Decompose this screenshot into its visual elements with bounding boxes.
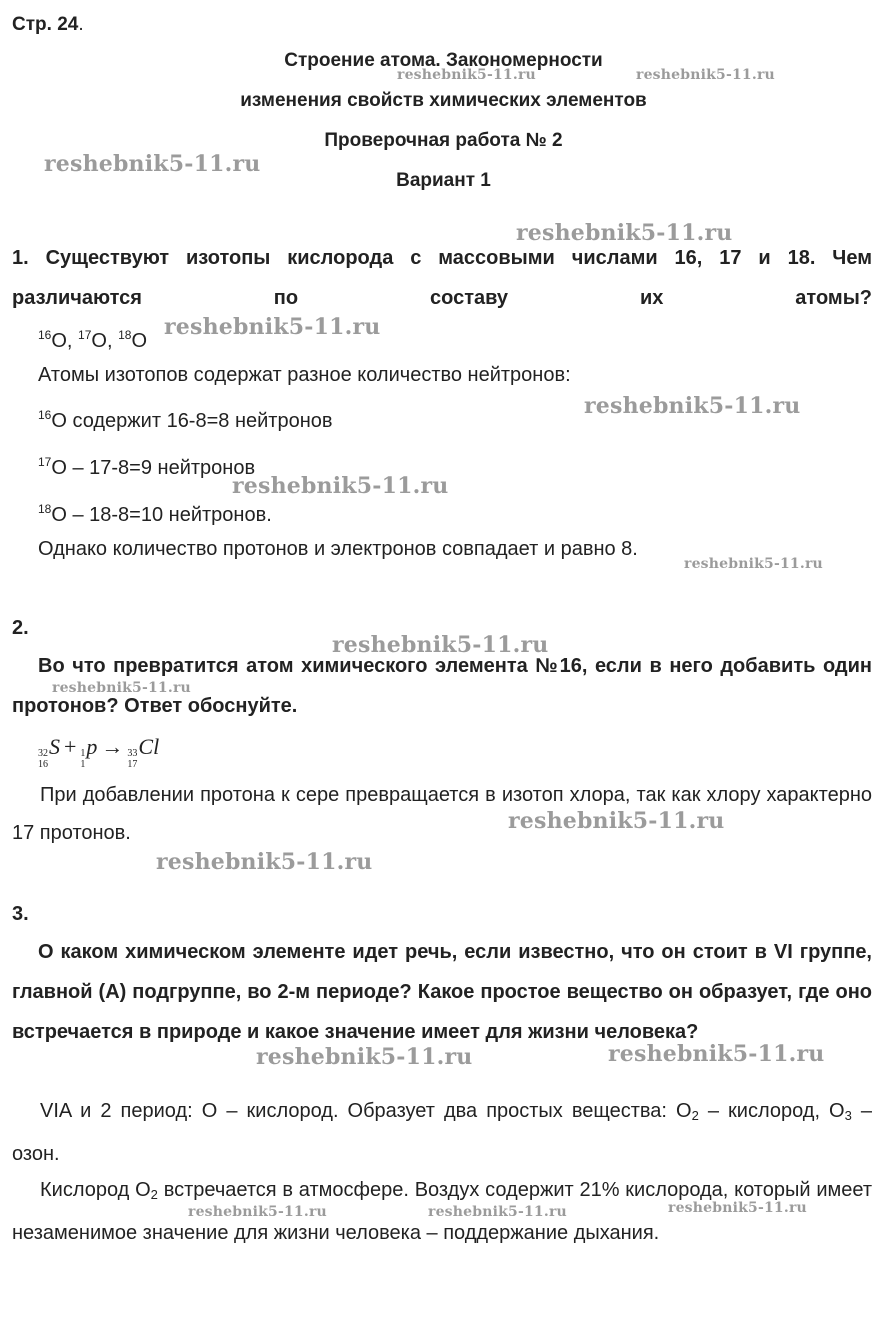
- watermark: reshebnik5-11.ru: [428, 1204, 567, 1220]
- variant-title: Вариант 1: [396, 170, 491, 191]
- watermark: reshebnik5-11.ru: [636, 67, 775, 83]
- answer-1-conclusion: Однако количество протонов и электронов совпадает и равно 8.: [38, 538, 638, 560]
- watermark: reshebnik5-11.ru: [684, 556, 823, 572]
- answer-2-text: При добавлении протона к сере превращается в изотоп хлора, так как хлору характерно 17 протонов.: [12, 784, 872, 844]
- title-line-1: Строение атома. Закономерности: [284, 50, 603, 71]
- answer-1-line-2: $^{17}$O – 17-8=9 нейтронов: [38, 455, 256, 479]
- question-2-text: Во что превратится атом химического элемента №16, если в него добавить один протонов? Ответ обоснуйте.: [12, 655, 872, 717]
- watermark: reshebnik5-11.ru: [188, 1204, 327, 1220]
- question-1-text: 1. Существуют изотопы кислорода с массовыми числами 16, 17 и 18. Чем различаются по составу их атомы?: [12, 247, 872, 309]
- watermark: reshebnik5-11.ru: [52, 680, 191, 696]
- isotopes-list: $^{16}$O, $^{17}$O, $^{18}$O: [38, 328, 148, 352]
- answer-1-line-1: $^{16}$O содержит 16-8=8 нейтронов: [38, 408, 333, 432]
- nuclear-equation: 32 16 S + 1 1 p → 33 17 Cl: [38, 734, 160, 770]
- watermark: reshebnik5-11.ru: [256, 1044, 473, 1070]
- watermark: reshebnik5-11.ru: [232, 473, 449, 499]
- watermark: reshebnik5-11.ru: [397, 67, 536, 83]
- question-3-number: 3.: [12, 903, 29, 925]
- answer-1-intro: Атомы изотопов содержат разное количество нейтронов:: [38, 364, 571, 386]
- watermark: reshebnik5-11.ru: [508, 808, 725, 834]
- watermark: reshebnik5-11.ru: [608, 1041, 825, 1067]
- watermark: reshebnik5-11.ru: [156, 849, 373, 875]
- answer-3-paragraph-1: VIA и 2 период: O – кислород. Образует два простых вещества: $O_2$ – кислород, $O_3$ – озон.: [12, 1100, 873, 1165]
- question-3-text: О каком химическом элементе идет речь, если известно, что он стоит в VI группе, главной (А) подгруппе, во 2-м периоде? Какое простое вещество он образует, где оно встречается в природе и какое значение имеет для жизни человека?: [12, 941, 872, 1043]
- work-title: Проверочная работа № 2: [324, 130, 563, 151]
- watermark: reshebnik5-11.ru: [584, 393, 801, 419]
- page-reference: Стр. 24.: [12, 14, 84, 35]
- question-2-number: 2.: [12, 617, 29, 639]
- answer-3-paragraph-2: Кислород $O_2$ встречается в атмосфере. Воздух содержит 21% кислорода, который имеет незаменимое значение для жизни человека – поддержание дыхания.: [12, 1179, 872, 1244]
- watermark: reshebnik5-11.ru: [44, 151, 261, 177]
- answer-1-line-3: $^{18}$O – 18-8=10 нейтронов.: [38, 502, 272, 526]
- title-line-2: изменения свойств химических элементов: [240, 90, 647, 111]
- watermark: reshebnik5-11.ru: [164, 314, 381, 340]
- sulfur-nuclide: 32 16 S: [38, 734, 60, 770]
- watermark: reshebnik5-11.ru: [516, 220, 733, 246]
- watermark: reshebnik5-11.ru: [332, 632, 549, 658]
- chlorine-nuclide: 33 17 Cl: [127, 734, 160, 770]
- proton-nuclide: 1 1 p: [80, 734, 98, 770]
- watermark: reshebnik5-11.ru: [668, 1200, 807, 1216]
